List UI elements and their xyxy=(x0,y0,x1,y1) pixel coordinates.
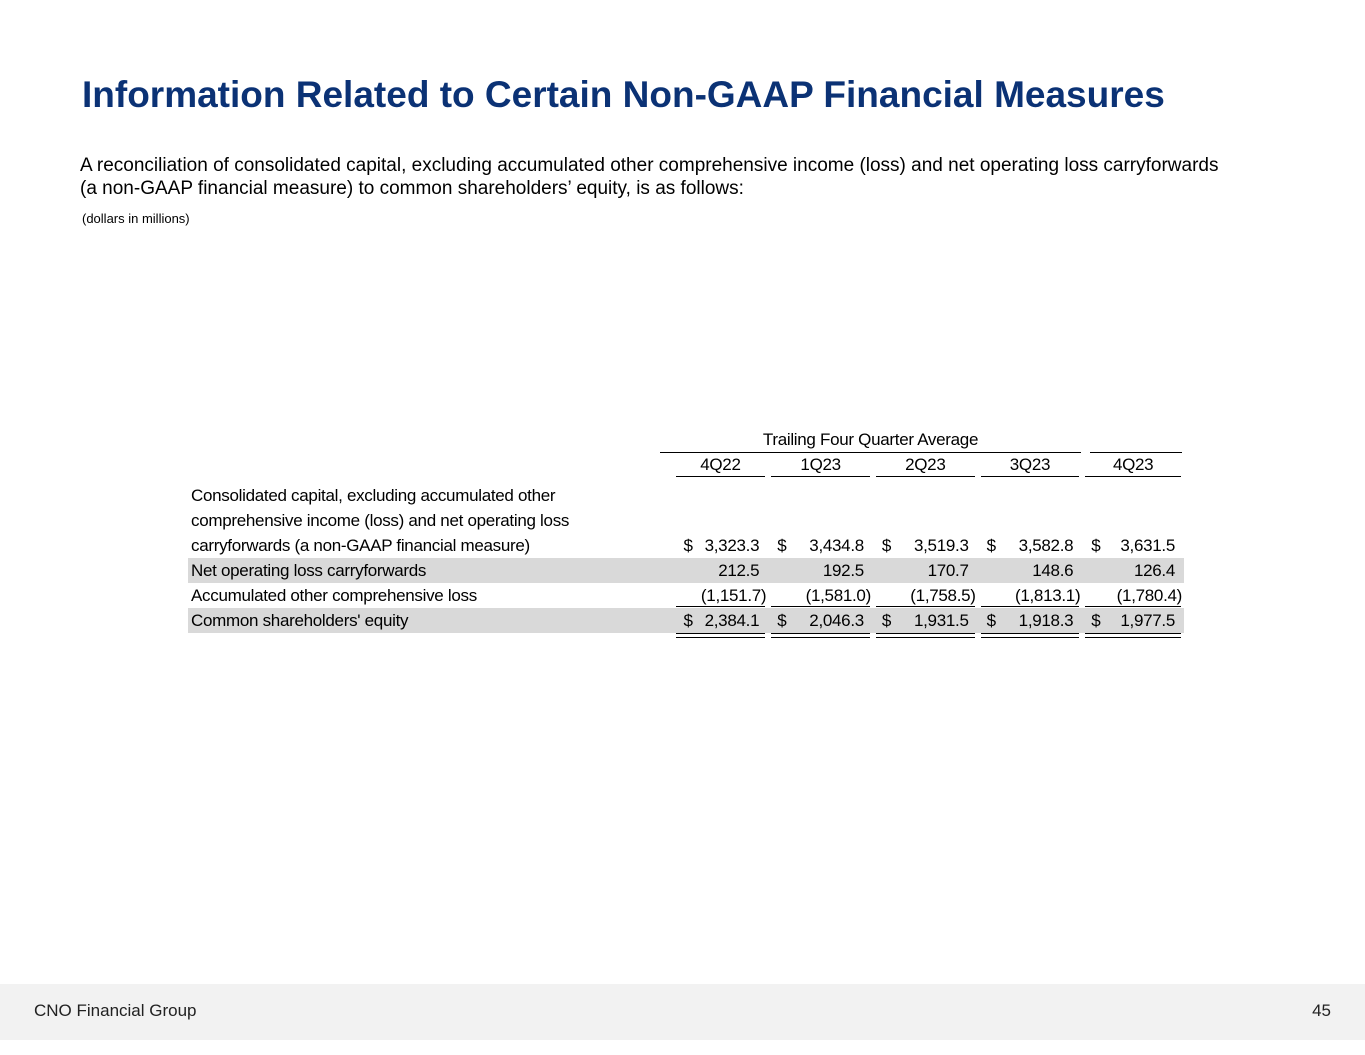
footer-company-name: CNO Financial Group xyxy=(34,1001,197,1020)
table-cell: $ 3,434.8 xyxy=(777,536,864,555)
table-cell: 192.5 xyxy=(822,561,864,580)
table-cell: (1,758.5) xyxy=(873,583,978,608)
column-header: 2Q23 xyxy=(873,454,978,478)
table-cell: 148.6 xyxy=(1032,561,1074,580)
column-header: 4Q23 xyxy=(1082,454,1184,478)
span-header-blank xyxy=(1090,430,1182,453)
table-span-header-row xyxy=(188,428,1184,454)
column-header: 4Q22 xyxy=(659,454,769,478)
table-cell: (1,581.0) xyxy=(768,583,873,608)
row-label: Net operating loss carryforwards xyxy=(191,561,427,580)
column-header-row xyxy=(188,454,1184,478)
row-label: Common shareholders' equity xyxy=(191,611,409,630)
table-cell: 126.4 xyxy=(1133,561,1175,580)
footer-bar xyxy=(0,984,1365,1040)
table-cell: $ 3,323.3 xyxy=(683,536,760,555)
table-cell: $ 1,918.3 xyxy=(978,608,1083,633)
table-cell: (1,780.4) xyxy=(1082,583,1184,608)
table-row xyxy=(188,558,1184,583)
row-label: carryforwards (a non-GAAP financial measure) xyxy=(191,536,530,555)
table-cell: (1,813.1) xyxy=(978,583,1083,608)
row-label: Accumulated other comprehensive loss xyxy=(191,586,477,605)
reconciliation-table xyxy=(188,428,1184,633)
table-cell: $ 1,977.5 xyxy=(1082,608,1184,633)
page-title: Information Related to Certain Non-GAAP Financial Measures xyxy=(82,74,1165,115)
table-cell: $ 3,519.3 xyxy=(881,536,969,555)
trailing-average-header: Trailing Four Quarter Average xyxy=(660,430,1081,453)
table-cell: $ 3,631.5 xyxy=(1091,536,1175,555)
table-row xyxy=(188,508,1184,533)
table-cell: $ 2,384.1 xyxy=(659,608,769,633)
column-header: 3Q23 xyxy=(978,454,1083,478)
table-cell: (1,151.7) xyxy=(659,583,769,608)
row-label: Consolidated capital, excluding accumulated other xyxy=(191,486,556,505)
column-header: 1Q23 xyxy=(768,454,873,478)
table-row xyxy=(188,608,1184,633)
table-cell: 212.5 xyxy=(718,561,760,580)
intro-paragraph: A reconciliation of consolidated capital, excluding accumulated other comprehensive income (loss) and net operating loss carryforwards (a non-GAAP financial measure) to common shareholders’ equity, is as follows: xyxy=(80,155,1219,199)
table-row xyxy=(188,533,1184,558)
table-row xyxy=(188,583,1184,608)
units-note: (dollars in millions) xyxy=(82,211,190,226)
page-number: 45 xyxy=(1312,1001,1331,1020)
table-cell: $ 1,931.5 xyxy=(873,608,978,633)
table-row xyxy=(188,483,1184,508)
table-cell: 170.7 xyxy=(927,561,969,580)
table-cell: $ 3,582.8 xyxy=(986,536,1074,555)
row-label: comprehensive income (loss) and net operating loss xyxy=(191,511,570,530)
table-cell: $ 2,046.3 xyxy=(768,608,873,633)
